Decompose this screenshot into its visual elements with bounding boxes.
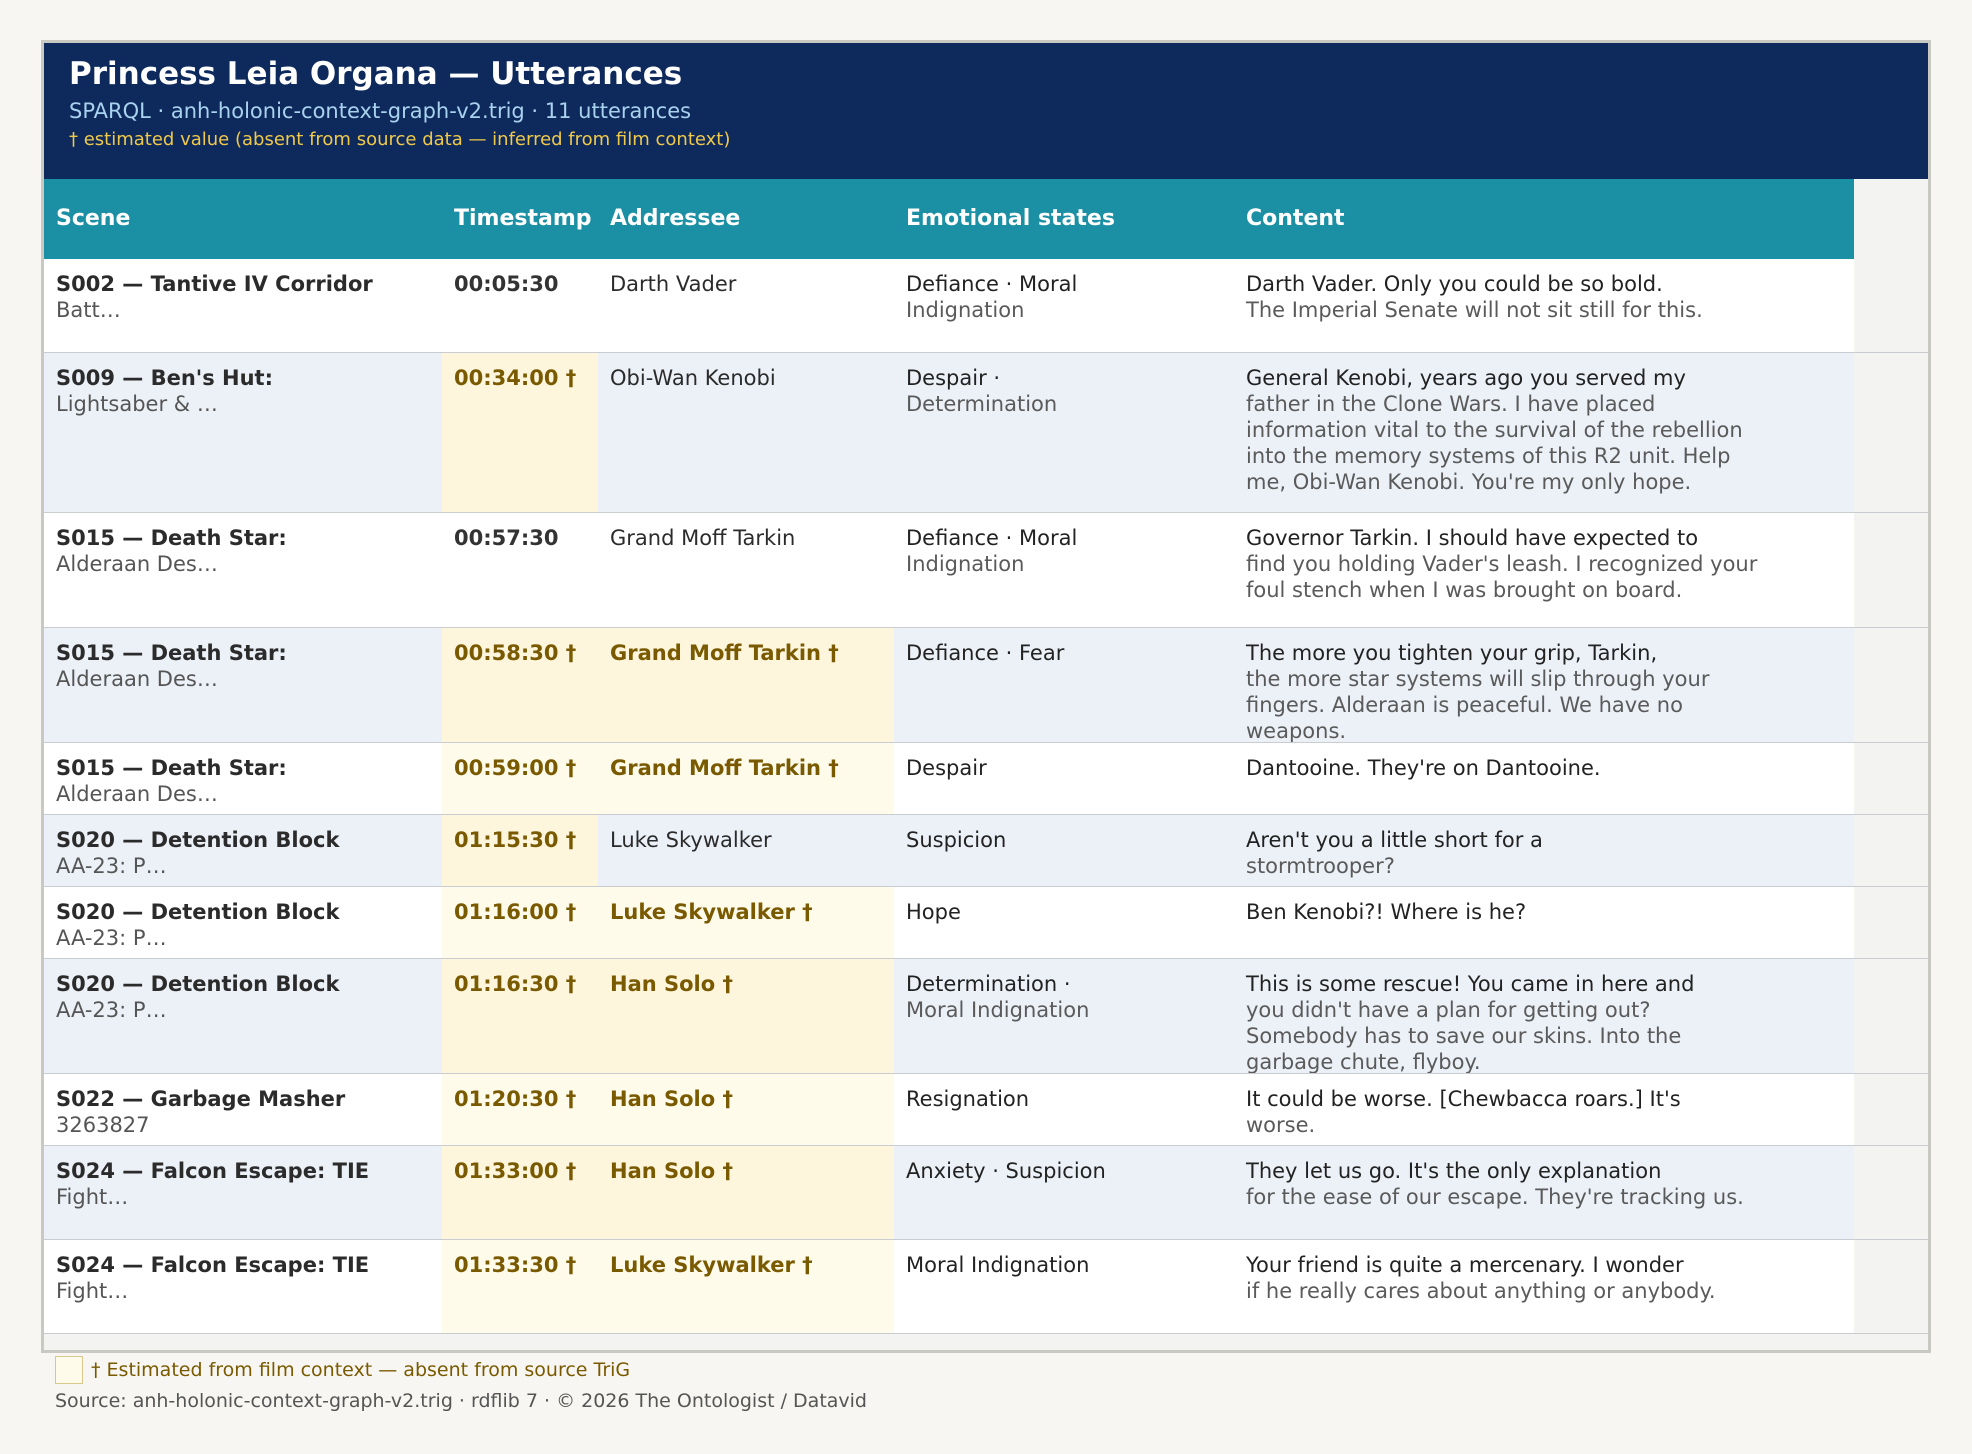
timestamp-cell [442,628,598,742]
table-row[interactable] [44,353,1928,513]
timestamp-value: 00:58:30 † [454,641,577,665]
addressee-value: Han Solo † [610,1159,733,1183]
timestamp-cell [442,513,598,627]
table-row[interactable] [44,959,1928,1074]
timestamp-value: 01:33:30 † [454,1253,577,1277]
scene-cell [44,887,442,958]
content-rest: The Imperial Senate will not sit still for this. [1246,298,1703,322]
addressee-cell [598,959,894,1073]
table-row[interactable] [44,259,1928,353]
scene-subtitle: AA-23: P… [56,998,167,1022]
table-row[interactable] [44,743,1928,815]
content-cell [1234,959,1774,1073]
scene-subtitle: Alderaan Des… [56,552,218,576]
column-header-emotional-states[interactable]: Emotional states [906,206,1115,231]
addressee-cell [598,513,894,627]
scene-cell [44,959,442,1073]
content-cell [1234,353,1774,512]
scene-title: S024 — Falcon Escape: TIE [56,1159,370,1183]
content-first-line: Darth Vader. Only you could be so bold. [1246,272,1663,296]
emotion-primary: Defiance · Fear [906,641,1065,665]
timestamp-cell [442,959,598,1073]
emotions-cell [894,743,1234,814]
emotions-cell [894,1240,1234,1333]
utterances-table [44,179,1928,1334]
column-header-timestamp[interactable]: Timestamp [454,206,592,231]
timestamp-value: 00:57:30 [454,526,559,550]
scene-title: S020 — Detention Block [56,900,340,924]
addressee-cell [598,1074,894,1145]
content-first-line: The more you tighten your grip, Tarkin, [1246,641,1658,665]
table-row[interactable] [44,1146,1928,1240]
emotions-cell [894,628,1234,742]
table-row[interactable] [44,1074,1928,1146]
scene-cell [44,1146,442,1239]
content-rest: stormtrooper? [1246,854,1395,878]
source-footer: Source: anh-holonic-context-graph-v2.trig · rdflib 7 · © 2026 The Ontologist / Datavid [55,1390,867,1412]
content-rest: for the ease of our escape. They're tracking us. [1246,1185,1744,1209]
table-row[interactable] [44,1240,1928,1334]
scene-title: S024 — Falcon Escape: TIE [56,1253,370,1277]
scene-title: S015 — Death Star: [56,756,287,780]
scene-subtitle: AA-23: P… [56,854,167,878]
utterance-table-card [41,40,1931,1353]
table-row[interactable] [44,628,1928,743]
emotion-primary: Moral Indignation [906,1253,1090,1277]
emotion-secondary: Indignation [906,298,1025,322]
content-cell [1234,1146,1774,1239]
scene-title: S020 — Detention Block [56,972,340,996]
content-cell [1234,815,1774,886]
content-first-line: It could be worse. [Chewbacca roars.] It's [1246,1087,1681,1111]
timestamp-value: 01:33:00 † [454,1159,577,1183]
addressee-cell [598,1240,894,1333]
content-first-line: Governor Tarkin. I should have expected to [1246,526,1699,550]
content-first-line: Dantooine. They're on Dantooine. [1246,756,1601,780]
emotions-cell [894,1146,1234,1239]
timestamp-value: 00:59:00 † [454,756,577,780]
scene-title: S020 — Detention Block [56,828,340,852]
emotions-cell [894,1074,1234,1145]
scene-title: S022 — Garbage Masher [56,1087,346,1111]
table-row[interactable] [44,815,1928,887]
scene-title: S009 — Ben's Hut: [56,366,273,390]
legend-swatch [55,1356,83,1384]
scene-subtitle: AA-23: P… [56,926,167,950]
page-title: Princess Leia Organa — Utterances [69,56,683,92]
scene-cell [44,743,442,814]
scene-cell [44,628,442,742]
content-cell [1234,743,1774,814]
legend [55,1355,630,1385]
timestamp-value: 00:34:00 † [454,366,577,390]
emotion-secondary: Determination [906,392,1058,416]
addressee-value: Grand Moff Tarkin † [610,756,839,780]
addressee-value: Grand Moff Tarkin [610,526,796,550]
emotion-primary: Resignation [906,1087,1030,1111]
column-header-content[interactable]: Content [1246,206,1345,231]
timestamp-value: 01:16:00 † [454,900,577,924]
addressee-value: Luke Skywalker † [610,900,813,924]
timestamp-cell [442,743,598,814]
scene-subtitle: Fight… [56,1185,129,1209]
scene-title: S015 — Death Star: [56,641,287,665]
content-cell [1234,628,1774,742]
estimate-note: † estimated value (absent from source data — inferred from film context) [69,129,731,150]
timestamp-cell [442,887,598,958]
addressee-cell [598,628,894,742]
addressee-value: Luke Skywalker [610,828,772,852]
scene-cell [44,353,442,512]
content-rest: father in the Clone Wars. I have placed information vital to the survival of the rebellion into the memory systems of this R2 unit. Help me, Obi-Wan Kenobi. You're my only hope. [1246,392,1743,494]
timestamp-value: 01:15:30 † [454,828,577,852]
content-cell [1234,513,1774,627]
content-rest: you didn't have a plan for getting out? Somebody has to save our skins. Into the garbage chute, flyboy. [1246,998,1682,1073]
scene-cell [44,1240,442,1333]
addressee-value: Han Solo † [610,972,733,996]
timestamp-cell [442,1074,598,1145]
content-rest: worse. [1246,1113,1316,1137]
scene-subtitle: Alderaan Des… [56,667,218,691]
scene-subtitle: Lightsaber & … [56,392,218,416]
timestamp-cell [442,1240,598,1333]
addressee-value: Grand Moff Tarkin † [610,641,839,665]
emotions-cell [894,259,1234,352]
addressee-cell [598,743,894,814]
addressee-value: Obi-Wan Kenobi [610,366,776,390]
content-rest: if he really cares about anything or anybody. [1246,1279,1716,1303]
emotion-primary: Defiance · Moral [906,272,1078,296]
content-first-line: Your friend is quite a mercenary. I wonder [1246,1253,1684,1277]
addressee-value: Han Solo † [610,1087,733,1111]
timestamp-cell [442,1146,598,1239]
title-bar [44,43,1928,179]
scene-cell [44,1074,442,1145]
emotion-secondary: Indignation [906,552,1025,576]
emotion-primary: Defiance · Moral [906,526,1078,550]
emotions-cell [894,513,1234,627]
addressee-cell [598,259,894,352]
emotion-primary: Determination · [906,972,1071,996]
content-cell [1234,1074,1774,1145]
emotions-cell [894,815,1234,886]
addressee-cell [598,887,894,958]
addressee-cell [598,815,894,886]
addressee-cell [598,353,894,512]
emotions-cell [894,959,1234,1073]
scene-cell [44,259,442,352]
scene-subtitle: Batt… [56,298,121,322]
table-row[interactable] [44,513,1928,628]
addressee-value: Darth Vader [610,272,737,296]
emotion-primary: Despair · [906,366,1001,390]
content-first-line: Ben Kenobi?! Where is he? [1246,900,1527,924]
content-rest: find you holding Vader's leash. I recognized your foul stench when I was brought on board. [1246,552,1758,602]
page-subtitle: SPARQL · anh-holonic-context-graph-v2.trig · 11 utterances [69,99,692,123]
scene-subtitle: Fight… [56,1279,129,1303]
timestamp-value: 01:16:30 † [454,972,577,996]
timestamp-cell [442,259,598,352]
scene-cell [44,513,442,627]
content-first-line: Aren't you a little short for a [1246,828,1543,852]
content-first-line: General Kenobi, years ago you served my [1246,366,1686,390]
emotions-cell [894,353,1234,512]
addressee-value: Luke Skywalker † [610,1253,813,1277]
scene-subtitle: 3263827 [56,1113,150,1137]
content-cell [1234,887,1774,958]
content-first-line: This is some rescue! You came in here and [1246,972,1695,996]
timestamp-value: 00:05:30 [454,272,559,296]
emotion-primary: Despair [906,756,987,780]
table-header [44,179,1854,259]
scene-subtitle: Alderaan Des… [56,782,218,806]
content-rest: the more star systems will slip through your fingers. Alderaan is peaceful. We have no weapons. [1246,667,1710,742]
table-body [44,259,1928,1334]
scene-title: S015 — Death Star: [56,526,287,550]
content-cell [1234,259,1774,352]
addressee-cell [598,1146,894,1239]
content-cell [1234,1240,1774,1333]
timestamp-cell [442,815,598,886]
timestamp-cell [442,353,598,512]
scene-title: S002 — Tantive IV Corridor [56,272,373,296]
emotions-cell [894,887,1234,958]
column-header-addressee[interactable]: Addressee [610,206,741,231]
content-first-line: They let us go. It's the only explanation [1246,1159,1662,1183]
timestamp-value: 01:20:30 † [454,1087,577,1111]
emotion-secondary: Moral Indignation [906,998,1090,1022]
table-row[interactable] [44,887,1928,959]
scene-cell [44,815,442,886]
column-header-scene[interactable]: Scene [56,206,131,231]
legend-text: † Estimated from film context — absent from source TriG [91,1359,631,1381]
emotion-primary: Suspicion [906,828,1007,852]
emotion-primary: Hope [906,900,961,924]
emotion-primary: Anxiety · Suspicion [906,1159,1106,1183]
